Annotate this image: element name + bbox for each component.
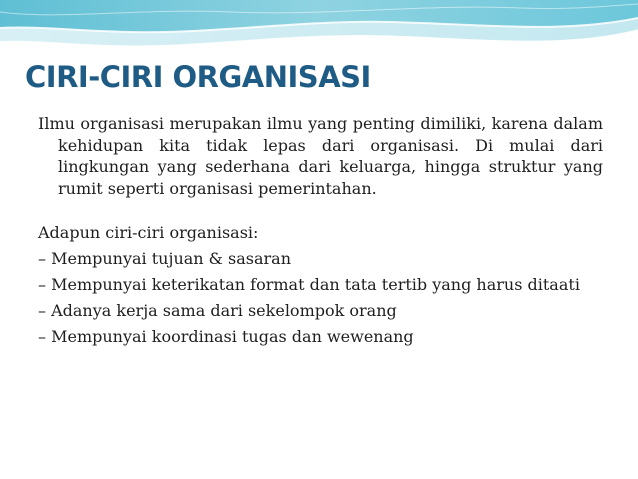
- list-item: – Mempunyai keterikatan format dan tata tertib yang harus ditaati: [38, 275, 580, 294]
- slide-body: [38, 113, 603, 352]
- list-item: – Mempunyai koordinasi tugas dan wewenang: [38, 327, 414, 346]
- list-item: – Adanya kerja sama dari sekelompok orang: [38, 301, 397, 320]
- intro-paragraph: Ilmu organisasi merupakan ilmu yang penting dimiliki, karena dalam kehidupan kita tidak lepas dari organisasi. Di mulai dari lingkungan yang sederhana dari keluarga, hingga struktur yang rumit seperti organisasi pemerintahan.: [38, 114, 603, 198]
- list-item: – Mempunyai tujuan & sasaran: [38, 249, 291, 268]
- header-wave-decoration: [0, 0, 638, 60]
- list-heading: Adapun ciri-ciri organisasi:: [38, 223, 259, 242]
- slide-title: CIRI-CIRI ORGANISASI: [25, 60, 371, 94]
